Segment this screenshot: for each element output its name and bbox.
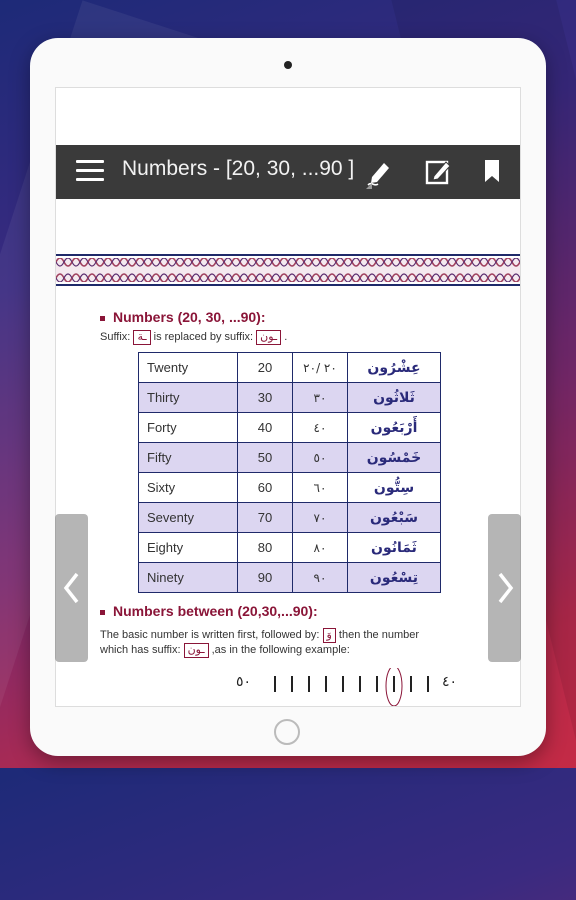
table-row	[139, 533, 441, 563]
arabic-word-cell: عِشْرُون	[348, 353, 441, 383]
chevron-left-icon	[61, 570, 83, 606]
arabic-word-cell: ثَلاثُون	[348, 383, 441, 413]
table-row	[139, 503, 441, 533]
number-cell: 30	[238, 383, 293, 413]
english-cell: Seventy	[139, 503, 238, 533]
number-cell: 50	[238, 443, 293, 473]
english-cell: Fifty	[139, 443, 238, 473]
suffix-old-box: ـة	[133, 330, 150, 345]
arabic-digits-cell: ٥٠	[293, 443, 348, 473]
table-row	[139, 383, 441, 413]
decorative-banner	[56, 254, 521, 286]
table-row	[139, 473, 441, 503]
number-cell: 80	[238, 533, 293, 563]
arabic-digits-cell: ٦٠	[293, 473, 348, 503]
number-cell: 60	[238, 473, 293, 503]
page-title: Numbers - [20, 30, ...90 ]	[122, 157, 355, 180]
arabic-digits-cell: ٢٠ /٢٠	[293, 353, 348, 383]
table-row	[139, 413, 441, 443]
arabic-digits-cell: ٣٠	[293, 383, 348, 413]
waw-box: وَ	[323, 628, 336, 643]
bullet-square-icon	[100, 610, 105, 615]
arabic-digits-cell: ٧٠	[293, 503, 348, 533]
bullet-square-icon	[100, 316, 105, 321]
arabic-word-cell: أَرْبَعُون	[348, 413, 441, 443]
number-cell: 20	[238, 353, 293, 383]
arabic-word-cell: سَبْعُون	[348, 503, 441, 533]
hamburger-menu-icon[interactable]	[76, 160, 104, 184]
number-scale	[236, 668, 466, 707]
number-cell: 70	[238, 503, 293, 533]
arabic-word-cell: تِسْعُون	[348, 563, 441, 593]
app-screen	[55, 87, 521, 707]
english-cell: Forty	[139, 413, 238, 443]
previous-page-button[interactable]	[55, 514, 88, 662]
pen-draw-icon[interactable]	[364, 157, 394, 187]
english-cell: Thirty	[139, 383, 238, 413]
edit-note-icon[interactable]	[424, 157, 454, 187]
table-row	[139, 443, 441, 473]
english-cell: Twenty	[139, 353, 238, 383]
suffix-box: ـون	[184, 643, 209, 658]
scale-ticks	[274, 676, 429, 692]
table-row	[139, 353, 441, 383]
english-cell: Eighty	[139, 533, 238, 563]
tablet-camera	[284, 61, 292, 69]
section-heading-between: Numbers between (20,30,...90):	[100, 603, 318, 619]
number-cell: 90	[238, 563, 293, 593]
arabic-digits-cell: ٤٠	[293, 413, 348, 443]
english-cell: Sixty	[139, 473, 238, 503]
scale-left-label: ٥٠	[236, 674, 252, 690]
top-toolbar	[56, 145, 521, 199]
scale-right-label: ٤٠	[442, 674, 458, 690]
table-row	[139, 563, 441, 593]
suffix-note: Suffix: ـة is replaced by suffix: ـون .	[100, 331, 288, 343]
arabic-word-cell: ثَمَانُون	[348, 533, 441, 563]
arabic-digits-cell: ٩٠	[293, 563, 348, 593]
explanation-line-2: which has suffix: ـون ,as in the following example:	[100, 644, 350, 656]
section-heading-numbers: Numbers (20, 30, ...90):	[100, 309, 266, 325]
suffix-new-box: ـون	[256, 330, 281, 345]
home-button[interactable]	[274, 719, 300, 745]
arabic-word-cell: خَمْسُون	[348, 443, 441, 473]
next-page-button[interactable]	[488, 514, 521, 662]
arabic-word-cell: سِتُّون	[348, 473, 441, 503]
numbers-table	[138, 352, 441, 593]
chevron-right-icon	[494, 570, 516, 606]
explanation-line-1: The basic number is written first, followed by: وَ then the number	[100, 629, 420, 641]
number-cell: 40	[238, 413, 293, 443]
english-cell: Ninety	[139, 563, 238, 593]
bookmark-icon[interactable]	[480, 157, 510, 187]
arabic-digits-cell: ٨٠	[293, 533, 348, 563]
